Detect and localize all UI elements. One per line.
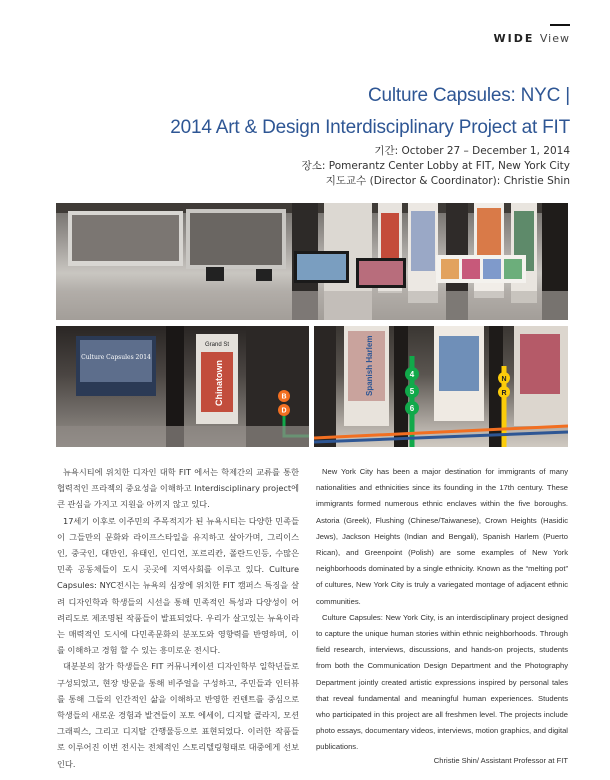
section-tag-light: View <box>539 32 570 45</box>
korean-paragraph-2: 17세기 이후로 이주민의 주목적지가 된 뉴욕시티는 다양한 민족들이 그들만의 문화와 라이프스타일을 유지하고 살아가며, 그리이스인, 중국인, 대만인, 유태인, 인디언, 포르리칸, 폴란드인등, 수많은 민족 공동체들이 도시 곳곳에 지역사회를 이루고 있다. Culture Capsules: NYC전시는 뉴욕의 심장에 위치한 FIT 캠퍼스 특징을 살려 디자인학과 학생들의 시선을 통해 민족적인 특성과 다양성이 어려리도로 제조명된 작품들이 발표되었다. 우리가 살고있는 뉴욕이라는 매력적인 도시에 다민족문화의 분포도와 영향력를 반영하며, 이를 이해하고 경험 할 수 있는 흥미로운 전시다. <box>57 515 299 656</box>
grand-st-sign: Grand St <box>204 342 230 348</box>
author-signature: Christie Shin/ Assistant Professor at FIT <box>433 755 568 765</box>
subway-b-label: B <box>281 393 287 401</box>
english-paragraph-1: New York City has been a major destination for immigrants of many nationalities and ethnicities since its founding in the 17th century. These immigrants formed numerous ethnic enclaves within the five boroughs. Astoria (Greek), Flushing (Chinese/Taiwanese), Crown Heights (Hasidic Jews), Jackson Heights (Indian and Bengali), Spanish Harlem (Puerto Rican), and Greenpoint (Polish) are some examples of New York neighborhoods dominated by a single ethnicity. Known as the “melting pot” of cultures, New York City is truly a variegated montage of adjacent ethnic communities. <box>316 467 568 606</box>
spanish-harlem-sign: Spanish Harlem <box>365 335 374 396</box>
subway-5-label: 5 <box>409 387 415 396</box>
korean-paragraph-3: 대분분의 참가 학생들은 FIT 커뮤니케이션 디자인학부 일학년들로 구성되었고, 현장 방문을 통해 비주얼을 구성하고, 주민들과 인터뷰를 통해 그들의 인간적인 삶을 이해하고 반영한 컨텐트를 중심으로 학생들의 새로운 경험과 발견들이 포토 에세이, 디지탈 콜라지, 모션 그래픽스, 그리고 디지탈 간행물등으로 표현되었다. 이러한 작품들로 이루어진 이번 전시는 전체적인 스토리텔링형태로 대중에게 선보인다. <box>57 661 299 769</box>
article-title-line1: Culture Capsules: NYC | <box>367 85 570 106</box>
subway-r-label: R <box>501 390 507 397</box>
section-tag-bold: WIDE <box>493 32 535 45</box>
article-title-line2: 2014 Art & Design Interdisciplinary Project at FIT <box>170 117 570 138</box>
english-article-column <box>316 464 568 765</box>
exhibition-venue: 장소: Pomerantz Center Lobby at FIT, New York City <box>301 160 570 172</box>
english-paragraph-2: Culture Capsules: New York City, is an interdisciplinary project designed to capture the unique human stories within ethnic neighborhoods. Through field research, interviews, discussions, and hands-on projects, students from both the Communication Design Department and the Photography Department jointly created artistic expressions inspired by personal tales that reveal fundamental and meaningful human experiences. Students who participated in this project are all freshmen level. The projects include photo essays, documentary videos, interviews, motion graphics, and digital publications. <box>316 612 568 752</box>
exhibition-photo-top <box>56 203 568 320</box>
subway-4-label: 4 <box>409 370 415 379</box>
subway-6-label: 6 <box>409 404 415 413</box>
subway-d-label: D <box>281 407 287 415</box>
korean-article-column <box>57 464 299 772</box>
exhibition-period: 기간: October 27 – December 1, 2014 <box>374 145 570 157</box>
exhibition-photo-bottom-right <box>314 326 568 447</box>
exhibition-photo-bottom-left <box>56 326 309 447</box>
header-rule <box>550 24 570 26</box>
exhibition-director: 지도교수 (Director & Coordinator): Christie Shin <box>325 175 570 187</box>
wall-title-text: Culture Capsules 2014 <box>81 354 151 361</box>
chinatown-sign: Chinatown <box>214 360 224 406</box>
korean-paragraph-1: 뉴욕시티에 위치한 디자인 대학 FIT 에서는 학제간의 교류를 통한 협력적인 프라젝의 중요성을 이해하고 Interdisciplinary project에 큰 관심을 가지고 지원을 아끼지 않고 있다. <box>57 467 299 510</box>
section-tag <box>494 32 570 45</box>
subway-n-label: N <box>501 376 507 383</box>
